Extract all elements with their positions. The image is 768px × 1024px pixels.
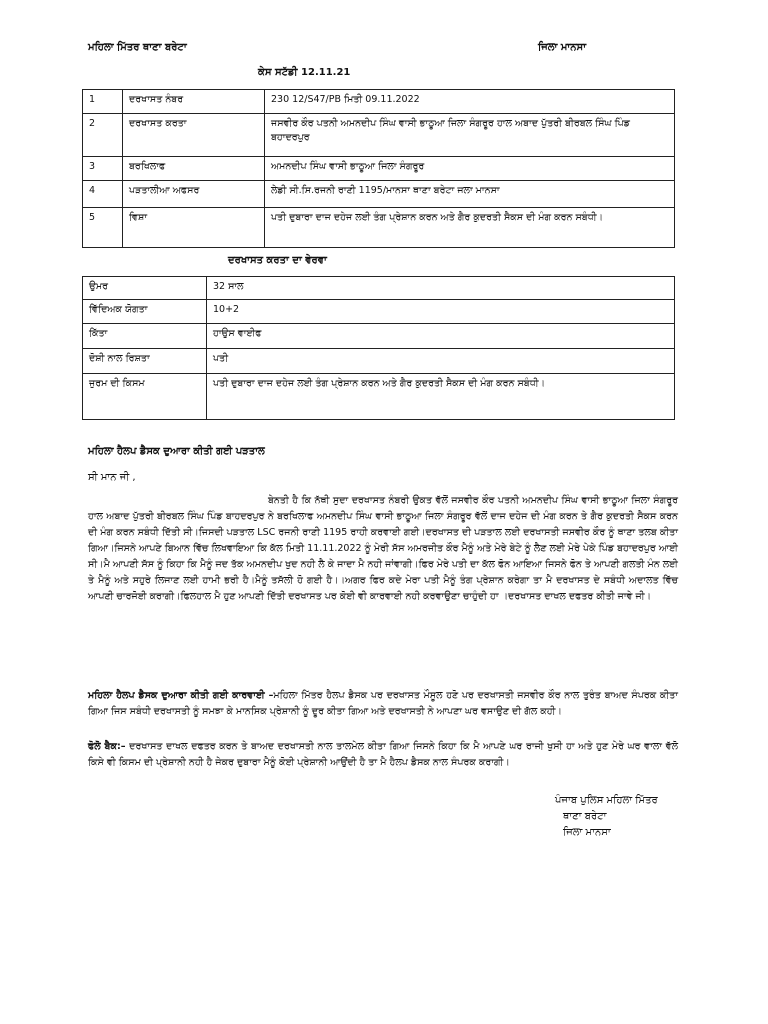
case-study-title: ਕੇਸ ਸਟੱਡੀ 12.11.21: [258, 67, 351, 78]
table-row: [83, 277, 675, 300]
row-value: 10+2: [207, 300, 675, 324]
profile-heading: ਦਰਖਾਸਤ ਕਰਤਾ ਦਾ ਵੇਰਵਾ: [228, 255, 327, 266]
row-field: ਦਰਖਾਸਤ ਕਰਤਾ: [123, 114, 265, 157]
row-field: ਵਿਸ਼ਾ: [123, 208, 265, 248]
investigation-text: ਬੇਨਤੀ ਹੈ ਕਿ ਨੱਥੀ ਸੁਦਾ ਦਰਖਾਸਤ ਨੰਬਰੀ ਉਕਤ ਵੱਲੋਂ ਜਸਵੀਰ ਕੌਰ ਪਤਨੀ ਅਮਨਦੀਪ ਸਿੰਘ ਵਾਸੀ ਭਾਠੂਆ ਜਿਲਾ ਸੰਗਰੂਰ ਹਾਲ ਅਬਾਦ ਪੁੱਤਰੀ ਬੀਰਬਲ ਸਿੰਘ ਪਿੰਡ ਬਾਹਦਰਪੁਰ ਨੇ ਬਰਖਿਲਾਫ ਅਮਨਦੀਪ ਸਿੰਘ ਵਾਸੀ ਭਾਠੂਆ ਜਿਲਾ ਸੰਗਰੂਰ ਵੱਲੋਂ ਦਾਜ ਦਹੇਜ ਦੀ ਮੰਗ ਕਰਨ ਤੇ ਗੈਰ ਕੁਦਰਤੀ ਸੈਕਸ ਕਰਨ ਦੀ ਮੰਗ ਕਰਨ ਸਬੰਧੀ ਦਿੱਤੀ ਸੀ।ਜਿਸਦੀ ਪੜਤਾਲ LSC ਰਜਨੀ ਰਾਣੀ 1195 ਰਾਹੀ ਕਰਵਾਈ ਗਈ।ਦਰਖਾਸਤ ਦੀ ਪੜਤਾਲ ਲਈ ਦਰਖਾਸਤੀ ਜਸਵੀਰ ਕੌਰ ਨੂੰ ਥਾਣਾ ਤਲਬ ਕੀਤਾ ਗਿਆ।ਜਿਸਨੇ ਆਪਣੇ ਬਿਆਨ ਵਿੱਚ ਲਿਖਵਾਇਆ ਕਿ ਕੱਲ ਮਿਤੀ 11.11.2022 ਨੂੰ ਮੇਰੀ ਸੱਸ ਅਮਰਜੀਤ ਕੌਰ ਮੈਨੂੰ ਅਤੇ ਮੇਰੇ ਬੇਟੇ ਨੂੰ ਲੈਣ ਲਈ ਮੇਰੇ ਪੇਕੇ ਪਿੰਡ ਬਹਾਦਰਪੁਰ ਆਈ ਸੀ।ਮੈ ਆਪਣੀ ਸੱਸ ਨੂੰ ਕਿਹਾ ਕਿ ਮੈਨੂੰ ਜਦ ਤੱਕ ਅਮਨਦੀਪ ਖੁਦ ਨਹੀ ਲੈ ਕੇ ਜਾਦਾ ਮੈ ਨਹੀ ਜਾਂਵਾਗੀ।ਫਿਰ ਮੇਰੇ ਪਤੀ ਦਾ ਕੱਲ ਫੋਨ ਆਇਆ ਜਿਸਨੇ ਫੋਨ ਤੇ ਆਪਣੀ ਗਲਤੀ ਮੰਨ ਲਈ ਤੇ ਮੈਨੂੰ ਅਤੇ ਸਹੁਰੇ ਲਿਜਾਣ ਲਈ ਹਾਮੀ ਭਰੀ ਹੈ।ਮੈਨੂੰ ਤਸੱਲੀ ਹੋ ਗਈ ਹੈ।।ਅਗਰ ਫਿਰ ਕਦੇ ਮੇਰਾ ਪਤੀ ਮੈਨੂੰ ਤੰਗ ਪ੍ਰੇਸ਼ਾਨ ਕਰੇਗਾ ਤਾ ਮੈ ਦਰਖਾਸਤ ਦੇ ਸਬੰਧੀ ਅਦਾਲਤ ਵਿੱਚ ਆਪਣੀ ਚਾਰਜੋਈ ਕਰਾਗੀ।ਫਿਲਹਾਲ ਮੈ ਹੁਣ ਆਪਣੀ ਦਿੱਤੀ ਦਰਖਾਸਤ ਪਰ ਕੋਈ ਵੀ ਕਾਰਵਾਈ ਨਹੀ ਕਰਵਾਉਣਾ ਚਾਹੁੰਦੀ ਹਾ ।ਦਰਖਾਸਤ ਦਾਖਲ ਦਫਤਰ ਕੀਤੀ ਜਾਵੇ ਜੀ।: [88, 495, 678, 602]
row-number: 1: [83, 90, 123, 114]
row-number: 3: [83, 157, 123, 181]
row-field: ਦੋਸ਼ੀ ਨਾਲ ਰਿਸ਼ਤਾ: [83, 349, 207, 374]
table-row: [83, 90, 675, 114]
row-field: ਉਮਰ: [83, 277, 207, 300]
row-value: 32 ਸਾਲ: [207, 277, 675, 300]
row-value: ਪਤੀ ਦੁਬਾਰਾ ਦਾਜ ਦਹੇਜ ਲਈ ਤੰਗ ਪ੍ਰੇਸ਼ਾਨ ਕਰਨ ਅਤੇ ਗੈਰ ਕੁਦਰਤੀ ਸੈਕਸ ਦੀ ਮੰਗ ਕਰਨ ਸਬੰਧੀ।: [207, 374, 675, 420]
row-value: ਹਾਉਸ ਵਾਈਫ: [207, 324, 675, 349]
profile-table: [82, 276, 675, 420]
table-row: [83, 349, 675, 374]
followup-heading: ਫੋਲੋ ਬੈਕ:–: [88, 741, 126, 752]
action-text: ਮਹਿਲਾ ਮਿੱਤਰ ਹੈਲਪ ਡੈਸਕ ਪਰ ਦਰਖਾਸਤ ਮੌਸੂਲ ਹਣੋ ਪਰ ਦਰਖਾਸਤੀ ਜਸਵੀਰ ਕੌਰ ਨਾਲ ਤੁਰੰਤ ਬਾਅਦ ਸੰਪਰਕ ਕੀਤਾ ਗਿਆ ਜਿਸ ਸਬੰਧੀ ਦਰਖਾਸਤੀ ਨੂੰ ਸਮਝਾ ਕੇ ਮਾਨਸਿਕ ਪ੍ਰੇਸ਼ਾਨੀ ਨੂੰ ਦੂਰ ਕੀਤਾ ਗਿਆ ਅਤੇ ਦਰਖਾਸਤੀ ਨੇ ਆਪਣਾ ਘਰ ਵਸਾਉਣ ਦੀ ਗੱਲ ਕਹੀ।: [88, 690, 678, 717]
office-name: ਮਹਿਲਾ ਮਿੱਤਰ ਥਾਣਾ ਬਰੇਟਾ: [88, 42, 187, 53]
followup-text: ਦਰਖਾਸਤ ਦਾਖਲ ਦਫਤਰ ਕਰਨ ਤੇ ਬਾਅਦ ਦਰਖਾਸਤੀ ਨਾਲ ਤਾਲਮੇਲ ਕੀਤਾ ਗਿਆ ਜਿਸਨੇ ਕਿਹਾ ਕਿ ਮੈ ਆਪਣੇ ਘਰ ਰਾਜੀ ਖੁਸੀ ਹਾ ਅਤੇ ਹੁਣ ਮੇਰੇ ਘਰ ਵਾਲਾ ਵੱਲੋ ਕਿਸੇ ਵੀ ਕਿਸਮ ਦੀ ਪ੍ਰੇਸ਼ਾਨੀ ਨਹੀ ਹੈ ਜੇਕਰ ਦੁਬਾਰਾ ਮੈਨੂੰ ਕੋਈ ਪ੍ਰੇਸ਼ਾਨੀ ਆਉਂਦੀ ਹੈ ਤਾ ਮੈ ਹੈਲਪ ਡੈਸਕ ਨਾਲ ਸੰਪਰਕ ਕਰਾਗੀ।: [88, 741, 678, 768]
row-field: ਪੜਤਾਲੀਆ ਅਫਸਰ: [123, 181, 265, 208]
table-row: [83, 300, 675, 324]
row-value: 230 12/S47/PB ਮਿਤੀ 09.11.2022: [265, 90, 675, 114]
signature-line-1: ਪੰਜਾਬ ਪੁਲਿਸ ਮਹਿਲਾ ਮਿੱਤਰ: [555, 795, 658, 806]
salutation: ਸੀ ਮਾਨ ਜੀ ,: [88, 472, 136, 483]
row-value: ਜਸਵੀਰ ਕੌਰ ਪਤਨੀ ਅਮਨਦੀਪ ਸਿੰਘ ਵਾਸੀ ਭਾਠੂਆ ਜਿਲਾ ਸੰਗਰੂਰ ਹਾਲ ਅਬਾਦ ਪੁੱਤਰੀ ਬੀਰਬਲ ਸਿੰਘ ਪਿੰਡ ਬਹਾਦਰਪੁਰ: [265, 114, 675, 157]
row-number: 5: [83, 208, 123, 248]
row-field: ਵਿੱਦਿਅਕ ਯੋਗਤਾ: [83, 300, 207, 324]
row-value: ਅਮਨਦੀਪ ਸਿੰਘ ਵਾਸੀ ਭਾਠੂਆ ਜਿਲਾ ਸੰਗਰੂਰ: [265, 157, 675, 181]
action-heading: ਮਹਿਲਾ ਹੈਲਪ ਡੈਸਕ ਦੁਆਰਾ ਕੀਤੀ ਗਈ ਕਾਰਵਾਈ –: [88, 690, 274, 701]
investigation-heading: ਮਹਿਲਾ ਹੈਲਪ ਡੈਸਕ ਦੁਆਰਾ ਕੀਤੀ ਗਈ ਪੜਤਾਲ: [88, 446, 265, 457]
case-table: [82, 89, 675, 248]
signature-line-3: ਜਿਲਾ ਮਾਨਸਾ: [563, 827, 611, 838]
investigation-body: [88, 493, 678, 605]
table-row: [83, 181, 675, 208]
signature-line-2: ਥਾਣਾ ਬਰੇਟਾ: [563, 811, 607, 822]
row-value: ਪਤੀ ਦੁਬਾਰਾ ਦਾਜ ਦਹੇਜ ਲਈ ਤੰਗ ਪ੍ਰੇਸ਼ਾਨ ਕਰਨ ਅਤੇ ਗੈਰ ਕੁਦਰਤੀ ਸੈਕਸ ਦੀ ਮੰਗ ਕਰਨ ਸਬੰਧੀ।: [265, 208, 675, 248]
table-row: [83, 114, 675, 157]
row-value: ਲੇਡੀ ਸੀ.ਸਿ.ਰਜਨੀ ਰਾਣੀ 1195/ਮਾਨਸਾ ਥਾਣਾ ਬਰੇਟਾ ਜਲਾ ਮਾਨਸਾ: [265, 181, 675, 208]
row-field: ਬਰਖਿਲਾਫ: [123, 157, 265, 181]
row-number: 4: [83, 181, 123, 208]
row-field: ਕਿੱਤਾ: [83, 324, 207, 349]
table-row: [83, 374, 675, 420]
row-field: ਦਰਖਾਸਤ ਨੰਬਰ: [123, 90, 265, 114]
action-section: [88, 688, 678, 720]
row-value: ਪਤੀ: [207, 349, 675, 374]
table-row: [83, 324, 675, 349]
followup-section: [88, 739, 678, 771]
table-row: [83, 157, 675, 181]
table-row: [83, 208, 675, 248]
row-field: ਜੁਰਮ ਦੀ ਕਿਸਮ: [83, 374, 207, 420]
row-number: 2: [83, 114, 123, 157]
district-name: ਜਿਲਾ ਮਾਨਸਾ: [538, 42, 587, 53]
